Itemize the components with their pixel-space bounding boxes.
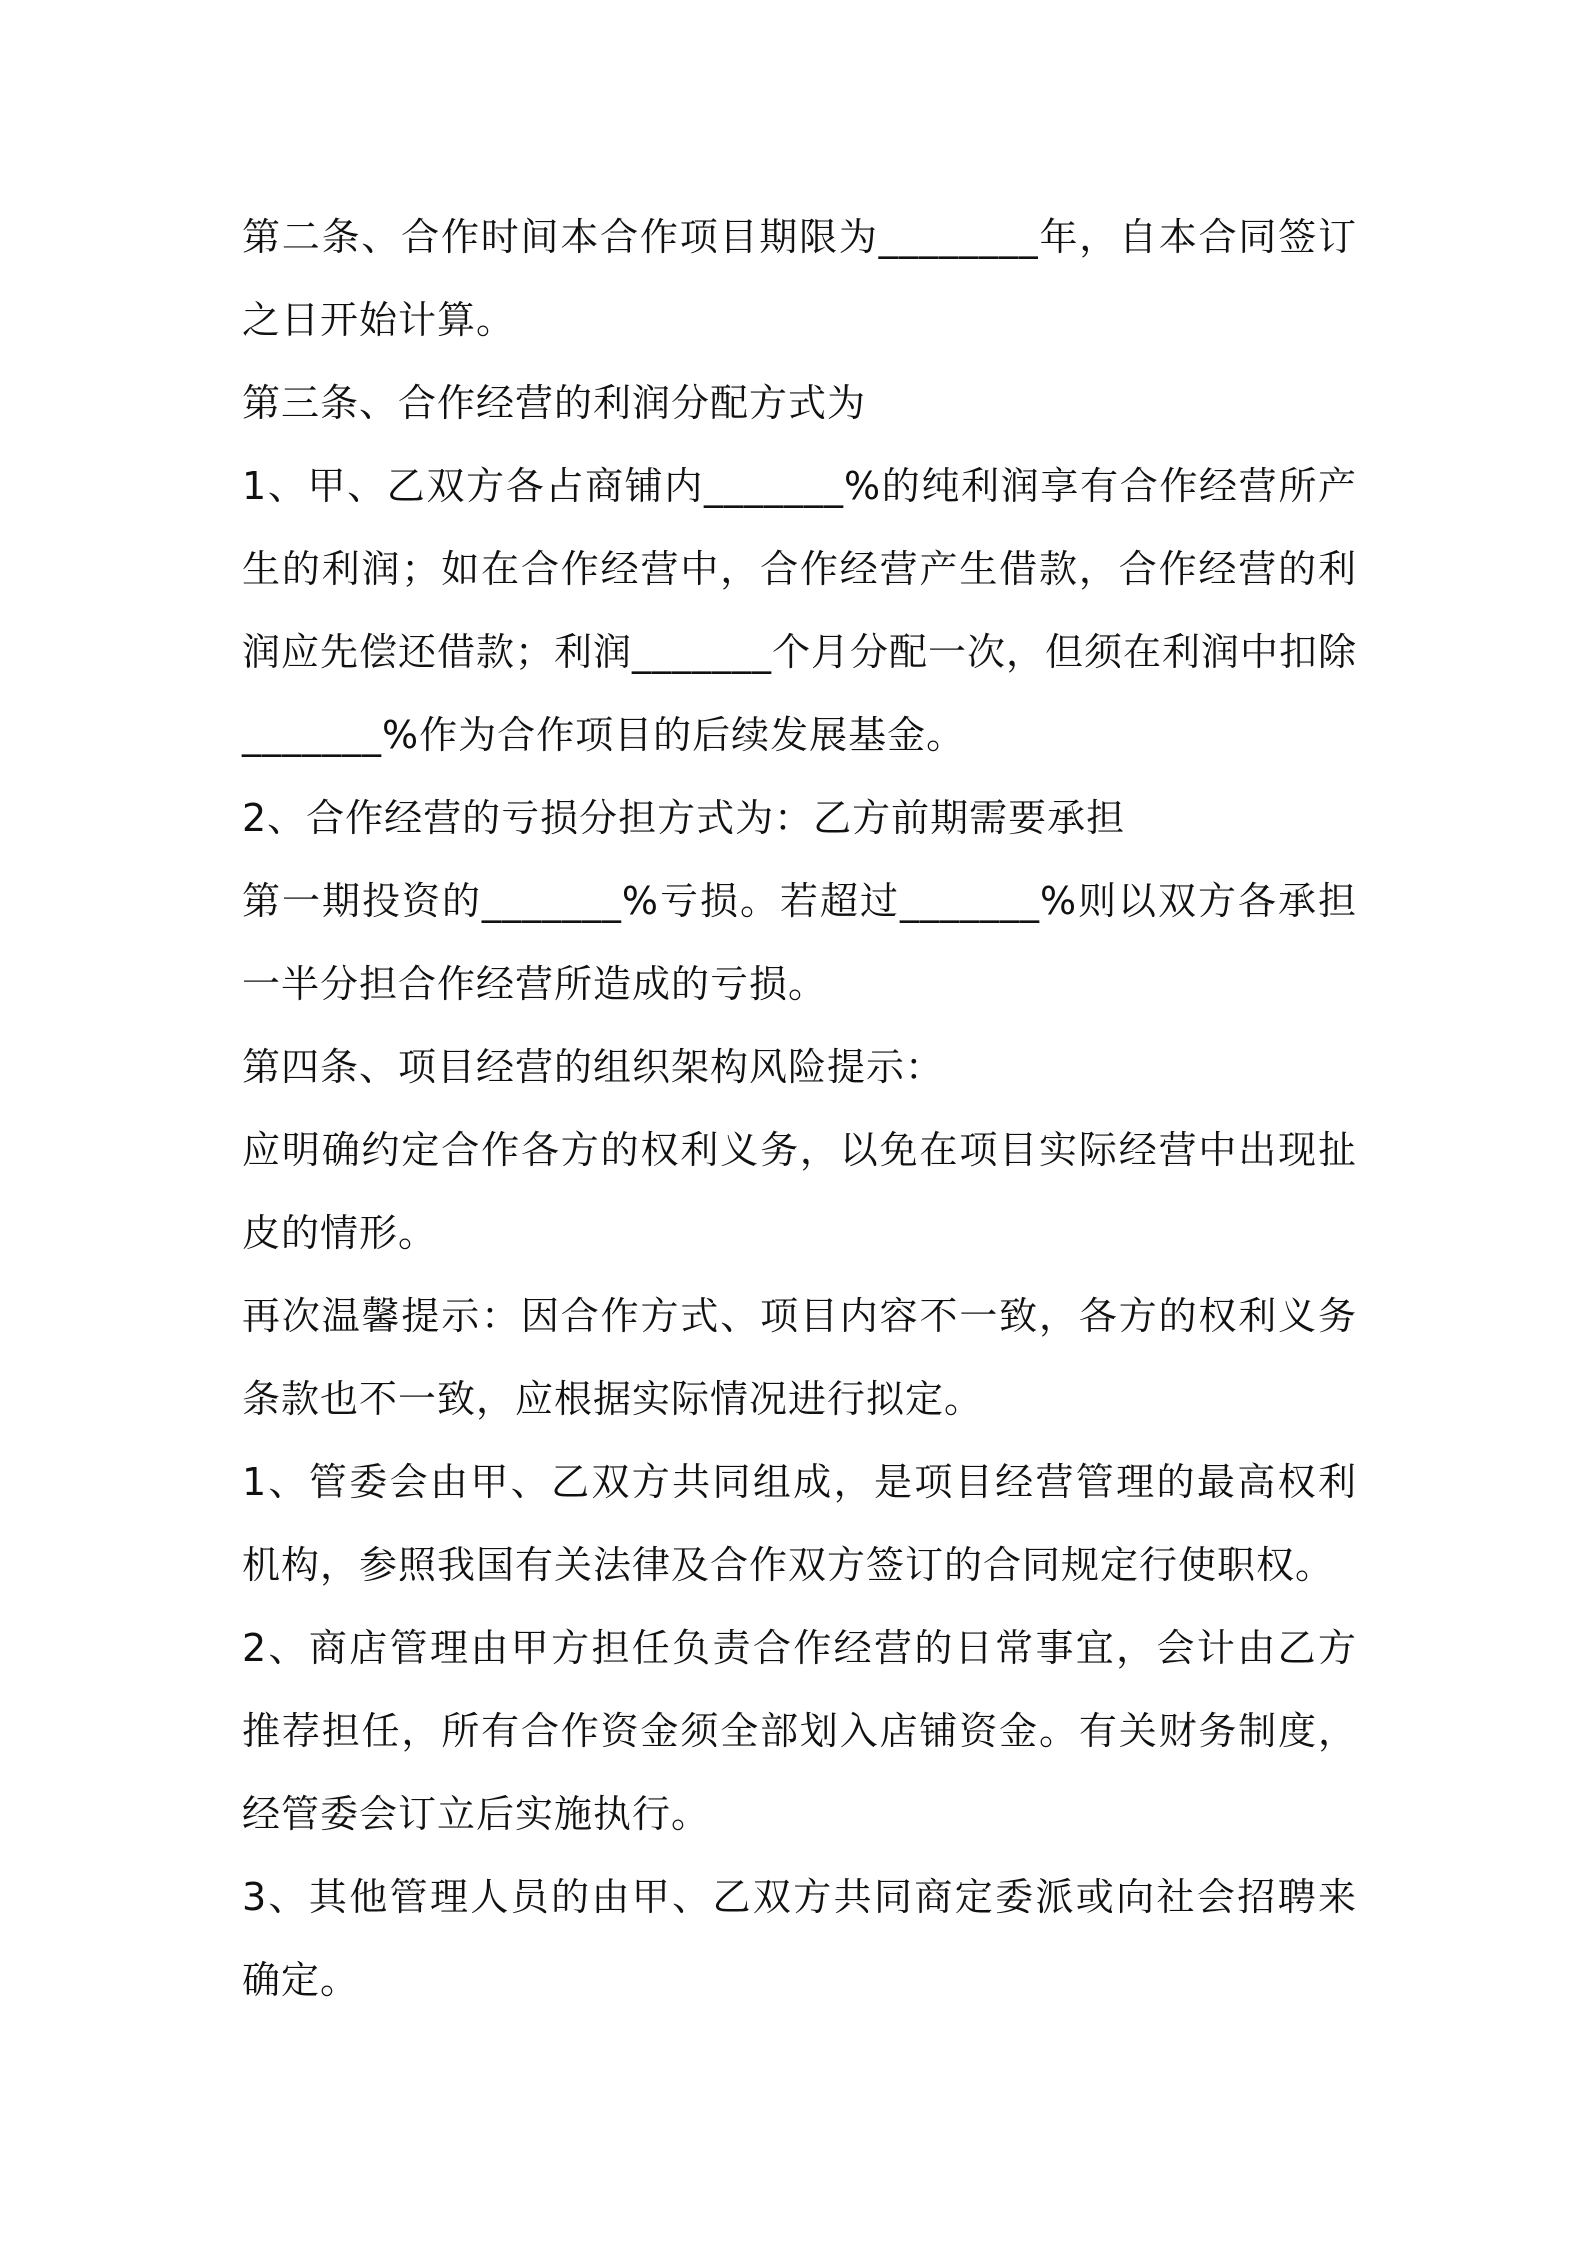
clause-4-item-3: 3、其他管理人员的由甲、乙双方共同商定委派或向社会招聘来确定。 xyxy=(242,1875,1357,2002)
clause-4-item-1: 1、管委会由甲、乙双方共同组成，是项目经营管理的最高权利机构，参照我国有关法律及合作双方签订的合同规定行使职权。 xyxy=(242,1460,1357,1587)
clause-3-heading: 第三条、合作经营的利润分配方式为 xyxy=(242,381,867,425)
reminder-note: 再次温馨提示：因合作方式、项目内容不一致，各方的权利义务条款也不一致，应根据实际情况进行拟定。 xyxy=(242,1294,1357,1421)
clause-3-item-1: 1、甲、乙双方各占商铺内_______%的纯利润享有合作经营所产生的利润；如在合作经营中，合作经营产生借款，合作经营的利润应先偿还借款；利润_______个月分配一次，但须在利润中扣除_______%作为合作项目的后续发展基金。 xyxy=(242,464,1358,757)
clause-3-item-2: 2、合作经营的亏损分担方式为：乙方前期需要承担 xyxy=(242,796,1126,840)
clause-2-term: 第二条、合作时间本合作项目期限为________年，自本合同签订之日开始计算。 xyxy=(242,215,1357,342)
clause-3-item-2-continued: 第一期投资的_______%亏损。若超过_______%则以双方各承担一半分担合作经营所造成的亏损。 xyxy=(242,879,1357,1006)
clause-4-heading: 第四条、项目经营的组织架构风险提示： xyxy=(242,1045,945,1089)
document-body xyxy=(242,196,1357,2022)
clause-4-risk-note: 应明确约定合作各方的权利义务，以免在项目实际经营中出现扯皮的情形。 xyxy=(242,1128,1357,1255)
clause-4-item-2: 2、商店管理由甲方担任负责合作经营的日常事宜，会计由乙方推荐担任，所有合作资金须全部划入店铺资金。有关财务制度，经管委会订立后实施执行。 xyxy=(242,1626,1357,1836)
